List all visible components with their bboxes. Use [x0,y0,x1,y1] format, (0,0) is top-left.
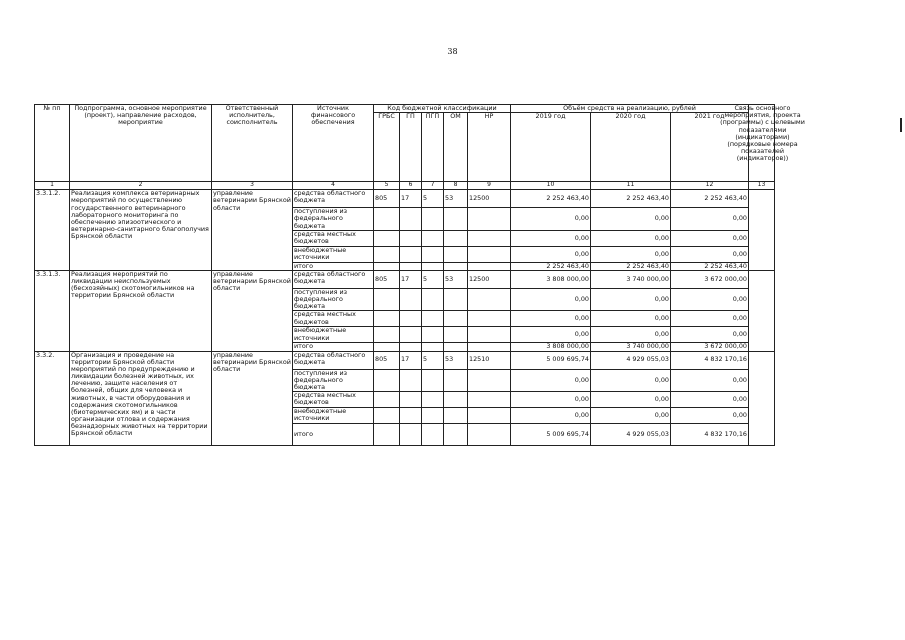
code-gp [400,311,422,327]
header-amount-group: Объём средств на реализацию, рублей [511,105,749,113]
total-2019: 2 252 463,40 [511,262,591,270]
amount-2020: 0,00 [591,230,671,246]
code-np: 12500 [468,270,511,288]
amount-2020: 0,00 [591,246,671,262]
source-cell: поступления из федерального бюджета [293,288,374,311]
code-gp [400,208,422,231]
source-cell: средства местных бюджетов [293,311,374,327]
code-om [444,208,468,231]
source-cell: внебюджетные источники [293,327,374,343]
header-np: НР [468,113,511,182]
code-grbs [374,408,400,424]
code-grbs: 805 [374,351,400,369]
column-number: 6 [400,182,422,190]
total-2020: 3 740 000,00 [591,343,671,351]
header-source: Источник финансового обеспечения [293,105,374,182]
header-pgp: ПГП [422,113,444,182]
code-om [444,327,468,343]
column-number: 9 [468,182,511,190]
code-grbs [374,288,400,311]
column-number: 10 [511,182,591,190]
header-om: ОМ [444,113,468,182]
code-pgp [422,392,444,408]
amount-2021: 4 832 170,16 [671,351,749,369]
amount-2019: 0,00 [511,392,591,408]
code-np: 12510 [468,351,511,369]
code-gp: 17 [400,270,422,288]
header-y2021: 2021 год [671,113,749,182]
amount-2019: 3 808 000,00 [511,270,591,288]
amount-2021: 0,00 [671,288,749,311]
code-om: 53 [444,270,468,288]
source-cell: итого [293,424,374,446]
code-om [444,246,468,262]
amount-2021: 0,00 [671,246,749,262]
item-executor: управление ветеринарии Брянской области [212,270,293,351]
total-2021: 4 832 170,16 [671,424,749,446]
table-row [35,351,775,369]
code-om [444,288,468,311]
amount-2020: 2 252 463,40 [591,190,671,208]
code-np [468,246,511,262]
amount-2020: 0,00 [591,369,671,392]
code-np [468,311,511,327]
source-cell: поступления из федерального бюджета [293,369,374,392]
amount-2020: 0,00 [591,327,671,343]
amount-2020: 0,00 [591,408,671,424]
column-number: 11 [591,182,671,190]
code-om [444,392,468,408]
amount-2020: 4 929 055,03 [591,351,671,369]
amount-2020: 0,00 [591,208,671,231]
code-grbs [374,262,400,270]
code-gp: 17 [400,351,422,369]
column-number: 3 [212,182,293,190]
item-name: Реализация комплекса ветеринарных мероприятий по осуществлению государственного ветеринарного лабораторного мониторинга по обеспечению эпизоотического и ветеринарно-санитарного благополучия Брянской области [70,190,212,271]
code-grbs [374,424,400,446]
column-number: 12 [671,182,749,190]
column-number: 7 [422,182,444,190]
link-cell [749,351,775,446]
code-pgp [422,408,444,424]
amount-2019: 0,00 [511,327,591,343]
item-executor: управление ветеринарии Брянской области [212,351,293,446]
item-executor: управление ветеринарии Брянской области [212,190,293,271]
amount-2019: 5 009 695,74 [511,351,591,369]
amount-2021: 0,00 [671,327,749,343]
source-cell: внебюджетные источники [293,408,374,424]
column-number: 2 [70,182,212,190]
code-gp [400,392,422,408]
amount-2021: 0,00 [671,408,749,424]
header-link [720,104,805,182]
code-np [468,288,511,311]
code-gp [400,343,422,351]
column-number: 1 [35,182,70,190]
item-name: Реализация мероприятий по ликвидации неиспользуемых (бесхозяйных) скотомогильников на территории Брянской области [70,270,212,351]
code-gp: 17 [400,190,422,208]
source-cell: итого [293,262,374,270]
code-pgp [422,327,444,343]
header-row-top [35,105,775,113]
link-cell [749,270,775,351]
amount-2019: 0,00 [511,246,591,262]
code-grbs [374,208,400,231]
code-np [468,230,511,246]
item-number: 3.3.1.3. [35,270,70,351]
total-2020: 4 929 055,03 [591,424,671,446]
code-np [468,392,511,408]
amount-2021: 2 252 463,40 [671,190,749,208]
code-gp [400,288,422,311]
code-np [468,327,511,343]
code-pgp [422,311,444,327]
code-grbs: 805 [374,270,400,288]
code-om: 53 [444,190,468,208]
code-om [444,424,468,446]
scan-edge-mark [900,118,902,132]
code-om [444,230,468,246]
source-cell: средства областного бюджета [293,190,374,208]
header-grbs: ГРБС [374,113,400,182]
header-gp: ГП [400,113,422,182]
code-np [468,343,511,351]
code-np: 12500 [468,190,511,208]
amount-2020: 0,00 [591,311,671,327]
source-cell: поступления из федерального бюджета [293,208,374,231]
header-y2020: 2020 год [591,113,671,182]
code-np [468,424,511,446]
table-row [35,190,775,208]
code-pgp [422,230,444,246]
amount-2020: 0,00 [591,392,671,408]
code-gp [400,262,422,270]
code-grbs [374,369,400,392]
amount-2021: 0,00 [671,392,749,408]
code-pgp [422,369,444,392]
header-y2019: 2019 год [511,113,591,182]
amount-2020: 0,00 [591,288,671,311]
amount-2021: 0,00 [671,230,749,246]
source-cell: внебюджетные источники [293,246,374,262]
code-om [444,262,468,270]
code-grbs [374,392,400,408]
code-gp [400,424,422,446]
amount-2021: 0,00 [671,369,749,392]
link-cell [749,190,775,271]
header-link-text: Связь основного мероприятия, проекта (программы) с целевыми показателями (индикаторами) (порядковые номера показателей (индикаторов)) [720,104,805,163]
code-grbs [374,311,400,327]
source-cell: средства местных бюджетов [293,230,374,246]
total-2021: 2 252 463,40 [671,262,749,270]
total-2021: 3 672 000,00 [671,343,749,351]
amount-2020: 3 740 000,00 [591,270,671,288]
page-number: 38 [447,47,458,56]
item-number: 3.3.2. [35,351,70,446]
amount-2019: 0,00 [511,408,591,424]
code-pgp: 5 [422,190,444,208]
code-pgp: 5 [422,351,444,369]
total-2020: 2 252 463,40 [591,262,671,270]
amount-2019: 2 252 463,40 [511,190,591,208]
header-no: № пп [35,105,70,182]
code-np [468,369,511,392]
column-number: 13 [749,182,775,190]
amount-2019: 0,00 [511,369,591,392]
code-om [444,369,468,392]
code-pgp [422,343,444,351]
amount-2021: 0,00 [671,208,749,231]
code-pgp [422,208,444,231]
source-cell: средства областного бюджета [293,351,374,369]
total-2019: 3 808 000,00 [511,343,591,351]
source-cell: средства местных бюджетов [293,392,374,408]
header-executor: Ответственный исполнитель, соисполнитель [212,105,293,182]
column-number: 8 [444,182,468,190]
item-number: 3.3.1.2. [35,190,70,271]
code-gp [400,246,422,262]
amount-2021: 0,00 [671,311,749,327]
code-pgp [422,288,444,311]
code-om [444,408,468,424]
code-om [444,343,468,351]
total-2019: 5 009 695,74 [511,424,591,446]
header-program: Подпрограмма, основное мероприятие (проект), направление расходов, мероприятие [70,105,212,182]
header-codes-group: Код бюджетной классификации [374,105,511,113]
amount-2019: 0,00 [511,311,591,327]
column-number: 4 [293,182,374,190]
code-grbs [374,327,400,343]
amount-2019: 0,00 [511,230,591,246]
code-grbs: 805 [374,190,400,208]
code-gp [400,230,422,246]
code-pgp [422,424,444,446]
amount-2019: 0,00 [511,288,591,311]
code-gp [400,369,422,392]
item-name: Организация и проведение на территории Брянской области мероприятий по предупреждению и ликвидации болезней животных, их лечению, защите населения от болезней, общих для человека и животных, в части оборудования и содержания скотомогильников (биотермических ям) и в части организации отлова и содержания безнадзорных животных на территории Брянской области [70,351,212,446]
table-row [35,270,775,288]
code-gp [400,408,422,424]
amount-2019: 0,00 [511,208,591,231]
column-number: 5 [374,182,400,190]
code-pgp [422,262,444,270]
code-np [468,208,511,231]
code-np [468,408,511,424]
code-gp [400,327,422,343]
code-grbs [374,246,400,262]
source-cell: средства областного бюджета [293,270,374,288]
code-pgp [422,246,444,262]
code-np [468,262,511,270]
code-grbs [374,343,400,351]
code-grbs [374,230,400,246]
code-om [444,311,468,327]
code-pgp: 5 [422,270,444,288]
amount-2021: 3 672 000,00 [671,270,749,288]
budget-table [34,104,805,446]
code-om: 53 [444,351,468,369]
source-cell: итого [293,343,374,351]
